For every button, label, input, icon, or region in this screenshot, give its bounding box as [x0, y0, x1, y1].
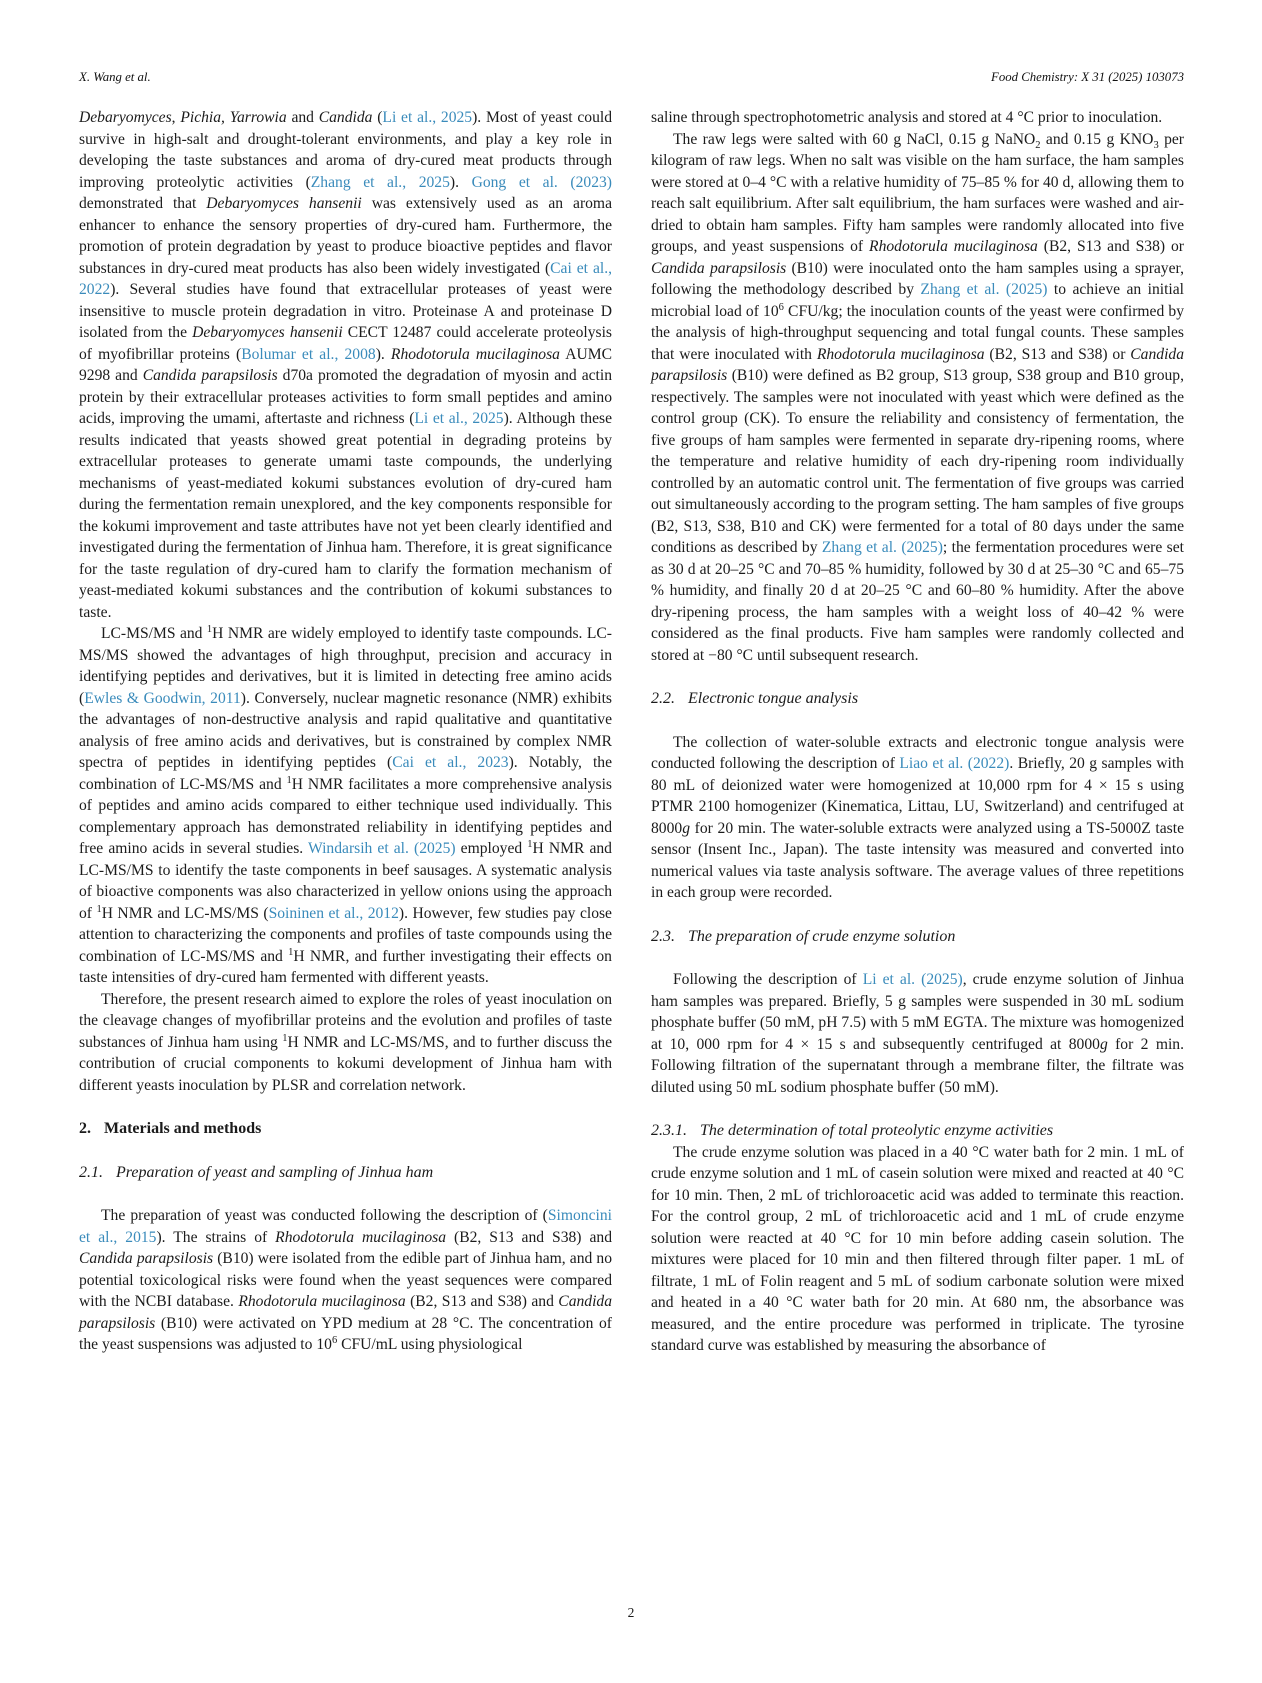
text-run: CECT 12487 could accelerate proteolysis of myofibrillar proteins (: [79, 324, 612, 363]
citation-link[interactable]: Cai et al., 2023: [392, 754, 509, 771]
text-run: , crude enzyme solution of Jinhua ham samples was prepared. Briefly, 5 g samples were suspended in 30 mL sodium phosphate buffer (50 mM, pH 7.5) with 5 mM EGTA. The mixture was homogenized at 10, 000 rpm for 4 × 15 s and subsequently centrifuged at 8000: [651, 971, 1184, 1053]
text-run: 3: [1153, 139, 1159, 151]
text-run: 1: [206, 623, 213, 635]
text-run: (B10) were defined as B2 group, S13 group, S38 group and B10 group, respectively. The samples were not inoculated with yeast which were defined as the control group (CK). To ensure the reliability and consistency of fermentation, the five groups of ham samples were fermented in separate dry-ripening rooms, where the temperature and relative humidity of each dry-ripening room individually controlled by an automatic control unit. The fermentation of five groups was carried out simultaneously according to the program setting. The ham samples of five groups (B2, S13, S38, B10 and CK) were fermented for a total of 80 days under the same conditions as described by: [651, 367, 1184, 556]
text-run: The determination of total proteolytic enzyme activities: [700, 1122, 1054, 1139]
text-run: AUMC 9298 and: [79, 345, 613, 384]
text-run: H NMR and LC-MS/MS to identify the taste components in beef sausages. A systematic analysis of bioactive components was also characterized in yellow onions using the approach of: [79, 840, 612, 922]
citation-link[interactable]: Li et al. (2025): [862, 971, 963, 988]
text-run: Candida parapsilosis: [79, 1250, 214, 1267]
text-run: d70a promoted the degradation of myosin and actin protein by their extracellular proteases activities to form small peptides and amino acids, improving the umami, aftertaste and richness (: [79, 367, 613, 427]
text-run: 1: [282, 1032, 288, 1044]
text-run: (B10) were inoculated onto the ham samples using a sprayer, following the methodology described by: [651, 259, 1184, 298]
citation-link[interactable]: Zhang et al. (2025): [920, 281, 1048, 298]
paragraph: [79, 989, 612, 1097]
paragraph: [651, 1142, 1184, 1357]
journal-citation: Food Chemistry: X 31 (2025) 103073: [991, 70, 1184, 84]
paragraph: [651, 969, 1184, 1098]
text-run: Rhodotorula mucilaginosa: [816, 345, 985, 363]
text-run: and: [286, 109, 319, 126]
text-run: 2.3.: [651, 927, 675, 945]
text-run: Candida parapsilosis: [651, 345, 1184, 384]
subsection-heading: [79, 1162, 612, 1184]
text-run: ). Most of yeast could survive in high-salt and drought-tolerant environments, and play a key role in developing the taste substances and aroma of dry-cured meat products through improving proteolytic activities (: [79, 109, 613, 191]
text-run: ).: [449, 173, 472, 191]
citation-link[interactable]: Soininen et al., 2012: [268, 904, 399, 922]
text-run: Debaryomyces: [79, 109, 172, 126]
text-run: H NMR are widely employed to identify taste compounds. LC-MS/MS showed the advantages of high throughput, precision and accuracy in identifying peptides and derivatives, but it is limited in detecting free amino acids (: [79, 625, 612, 707]
paragraph: [651, 732, 1184, 904]
page-header: [79, 70, 1184, 85]
subsubsection-heading: [651, 1120, 1184, 1142]
text-run: was extensively used as an aroma enhancer to enhance the sensory properties of dry-cured ham. Furthermore, the promotion of protein degradation by yeast to produce bioactive peptides and flavor substances in dry-cured meat products has also been widely investigated (: [79, 195, 612, 277]
text-run: 1: [288, 946, 294, 958]
text-run: H NMR facilitates a more comprehensive analysis of peptides and amino acids compared to either technique used individually. This complementary approach has demonstrated reliability in identifying peptides and free amino acids in several studies.: [79, 775, 612, 857]
running-author: X. Wang et al.: [79, 70, 151, 84]
text-run: Materials and methods: [104, 1120, 262, 1137]
citation-link[interactable]: Windarsih et al. (2025): [308, 840, 456, 857]
text-run: The raw legs were salted with 60 g NaCl, 0.15 g NaNO: [673, 130, 1036, 148]
text-run: 2.: [79, 1120, 91, 1137]
text-run: ). Although these results indicated that yeasts showed great potential in degrading proteins by extracellular proteases to generate umami taste compounds, the underlying mechanisms of yeast-mediated kokumi substances evolution of dry-cured ham during the fermentation remain unexplored, and the key components responsible for the kokumi improvement and taste attributes have not yet been clearly identified and investigated during the fermentation of Jinhua ham. Therefore, it is great significance for the taste regulation of dry-cured ham to clarify the formation mechanism of yeast-mediated kokumi substances and the contribution of kokumi substances to taste.: [79, 410, 612, 621]
text-run: CFU/kg; the inoculation counts of the yeast were confirmed by the analysis of high-throughput sequencing and total fungal counts. These samples that were inoculated with: [651, 302, 1184, 363]
text-run: ,: [171, 109, 181, 126]
text-run: The preparation of crude enzyme solution: [688, 927, 956, 945]
text-run: 2.1.: [79, 1163, 103, 1181]
text-run: Rhodotorula mucilaginosa: [390, 345, 560, 363]
text-run: ). Notably, the combination of LC-MS/MS and: [79, 754, 613, 793]
text-run: Yarrowia: [229, 109, 287, 126]
text-run: Rhodotorula mucilaginosa: [275, 1228, 447, 1246]
section-heading: [79, 1118, 612, 1140]
article-body: [79, 107, 1184, 1357]
text-run: and 0.15 g KNO: [1040, 130, 1154, 148]
text-run: 6: [331, 1334, 338, 1346]
text-run: Candida parapsilosis: [651, 259, 787, 277]
citation-link[interactable]: Li et al., 2025: [414, 410, 504, 427]
text-run: 2: [1035, 139, 1041, 151]
column-right: [651, 107, 1184, 1357]
text-run: ). Conversely, nuclear magnetic resonance (NMR) exhibits the advantages of non-destructive analysis and rapid qualitative and quantitative analysis of free amino acids and derivatives, but is constrained by complex NMR spectra of peptides in identifying peptides (: [79, 689, 613, 771]
text-run: for 20 min. The water-soluble extracts were analyzed using a TS-5000Z taste sensor (Insent Inc., Japan). The taste intensity was measured and converted into numerical values via taste analysis software. The average values of three repetitions in each group were recorded.: [651, 819, 1184, 901]
text-run: . Briefly, 20 g samples with 80 mL of deionized water were homogenized at 10,000 rpm for 4 × 15 s using PTMR 2100 homogenizer (Kinematica, Littau, LU, Switzerland) and centrifuged at 8000: [651, 755, 1184, 837]
text-run: ).: [375, 345, 391, 363]
text-run: H NMR and LC-MS/MS, and to further discuss the contribution of crucial components to kokumi development of Jinhua ham with different yeasts inoculation by PLSR and correlation network.: [79, 1033, 613, 1094]
text-run: Electronic tongue analysis: [688, 690, 859, 707]
text-run: The collection of water-soluble extracts and electronic tongue analysis were conducted following the description of: [651, 733, 1184, 772]
text-run: Debaryomyces hansenii: [206, 195, 362, 212]
citation-link[interactable]: Bolumar et al., 2008: [241, 345, 376, 363]
citation-link[interactable]: Cai et al., 2022: [79, 259, 612, 298]
text-run: for 2 min. Following filtration of the supernatant through a membrane filter, the filtrate was diluted using 50 mL sodium phosphate buffer (50 mM).: [651, 1035, 1184, 1096]
text-run: Therefore, the present research aimed to explore the roles of yeast inoculation on the cleavage changes of myofibrillar proteins and the evolution and profiles of taste substances of Jinhua ham using: [79, 990, 612, 1051]
text-run: to achieve an initial microbial load of 10: [651, 281, 1185, 320]
text-run: (B2, S13 and S38) or: [1037, 238, 1184, 255]
paragraph: [79, 623, 612, 989]
paragraph: [79, 1205, 612, 1356]
text-run: 1: [286, 774, 292, 786]
text-run: per kilogram of raw legs. When no salt was visible on the ham surface, the ham samples were stored at 0–4 °C with a relative humidity of 75–85 % for 40 d, allowing them to reach salt equilibrium. After salt equilibrium, the ham surfaces were washed and air-dried to obtain ham samples. Fifty ham samples were randomly allocated into five groups, and yeast suspensions of: [651, 130, 1184, 255]
text-run: Rhodotorula mucilaginosa: [869, 238, 1038, 255]
paragraph: [79, 107, 612, 623]
text-run: H NMR and LC-MS/MS (: [101, 904, 269, 922]
text-run: 1: [527, 838, 533, 850]
text-run: 6: [778, 301, 784, 313]
text-run: saline through spectrophotometric analysis and stored at 4 °C prior to inoculation.: [651, 109, 1163, 126]
text-run: ). However, few studies pay close attention to characterizing the components and profiles of taste compounds using the combination of LC-MS/MS and: [79, 904, 612, 965]
text-run: (B2, S13 and S38) or: [984, 345, 1131, 363]
subsection-heading: [651, 926, 1184, 948]
text-run: 2.2.: [651, 690, 675, 707]
text-run: g: [1099, 1035, 1108, 1053]
column-left: [79, 107, 612, 1357]
subsection-heading: [651, 688, 1184, 710]
citation-link[interactable]: Ewles & Goodwin, 2011: [84, 689, 241, 707]
text-run: demonstrated that: [79, 195, 207, 212]
text-run: ; the fermentation procedures were set as 30 d at 20–25 °C and 70–85 % humidity, followed by 30 d at 25–30 °C and 65–75 % humidity, and finally 20 d at 20–25 °C and 60–80 % humidity. After the above dry-ripening process, the ham samples with a weight loss of 40–42 % were considered as the final products. Five ham samples were randomly collected and stored at −80 °C until subsequent research.: [651, 539, 1184, 664]
text-run: Following the description of: [673, 971, 863, 988]
text-run: Rhodotorula mucilaginosa: [238, 1293, 406, 1310]
citation-link[interactable]: Li et al., 2025: [382, 109, 473, 126]
text-run: 1: [96, 903, 102, 915]
text-run: ). The strains of: [156, 1228, 276, 1246]
text-run: (B2, S13 and S38) and: [446, 1228, 612, 1246]
text-run: (: [372, 109, 383, 126]
text-run: ). Several studies have found that extracellular proteases of yeast were insensitive to muscle protein degradation in vitro. Proteinase A and proteinase D isolated from the: [79, 281, 612, 341]
text-run: (B10) were activated on YPD medium at 28 °C. The concentration of the yeast suspensions was adjusted to 10: [79, 1314, 612, 1353]
text-run: g: [682, 819, 690, 837]
citation-link[interactable]: Zhang et al., 2025: [310, 173, 450, 191]
paragraph: [651, 129, 1184, 667]
text-run: The crude enzyme solution was placed in a 40 °C water bath for 2 min. 1 mL of crude enzyme solution and 1 mL of casein solution were mixed and reacted at 40 °C for 10 min. Then, 2 mL of trichloroacetic acid was added to terminate this reaction. For the control group, 2 mL of trichloroacetic acid and 1 mL of crude enzyme solution were reacted at 40 °C for 10 min before adding casein solution. The mixtures were placed for 10 min and then filtered through filter paper. 1 mL of filtrate, 1 mL of Folin reagent and 5 mL of sodium carbonate solution were mixed and heated in a 40 °C water bath for 20 min. At 680 nm, the absorbance was measured, and the entire procedure was performed in triplicate. The tyrosine standard curve was established by measuring the absorbance of: [651, 1143, 1184, 1354]
text-run: Preparation of yeast and sampling of Jinhua ham: [116, 1163, 434, 1181]
text-run: Candida parapsilosis: [79, 1293, 613, 1332]
text-run: CFU/mL using physiological: [337, 1336, 523, 1353]
text-run: Candida parapsilosis: [142, 367, 278, 384]
page-number: 2: [627, 1605, 635, 1620]
text-run: 2.3.1.: [651, 1122, 687, 1139]
citation-link[interactable]: Gong et al. (2023): [471, 173, 612, 191]
text-run: LC-MS/MS and: [101, 625, 207, 642]
text-run: Candida: [318, 109, 373, 126]
citation-link[interactable]: Simoncini et al., 2015: [79, 1207, 612, 1246]
text-run: (B2, S13 and S38) and: [405, 1293, 559, 1310]
text-run: employed: [455, 840, 528, 857]
text-run: The preparation of yeast was conducted following the description of (: [101, 1207, 548, 1224]
text-run: (B10) were isolated from the edible part of Jinhua ham, and no potential toxicological risks were found when the yeast sequences were compared with the NCBI database.: [79, 1250, 613, 1310]
citation-link[interactable]: Zhang et al. (2025): [821, 539, 943, 556]
text-run: Pichia,: [180, 109, 225, 126]
text-run: H NMR, and further investigating their effects on taste intensities of dry-cured ham fermented with different yeasts.: [79, 947, 612, 986]
citation-link[interactable]: Liao et al. (2022): [899, 755, 1010, 772]
text-run: Debaryomyces hansenii: [192, 324, 343, 341]
paragraph: [651, 107, 1184, 129]
